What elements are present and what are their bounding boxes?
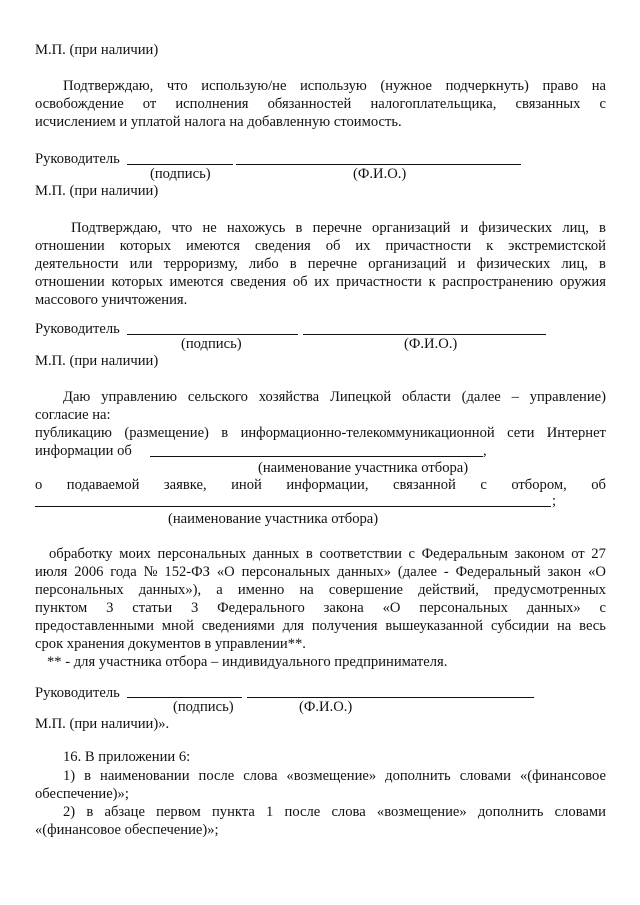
- word: 2): [63, 804, 76, 820]
- word: сведения: [230, 274, 287, 290]
- word: Федеральным: [421, 546, 509, 562]
- word: информации,: [286, 477, 369, 493]
- word: в: [86, 804, 94, 820]
- fio-caption-2: (Ф.И.О.): [404, 336, 458, 352]
- word: Интернет: [546, 425, 606, 441]
- word: с: [480, 477, 487, 493]
- pd-line-1: [49, 545, 606, 563]
- consent-line-1: [63, 388, 606, 406]
- word: физических: [478, 220, 553, 236]
- word: распространению: [442, 274, 554, 290]
- word: нахожусь: [226, 220, 286, 236]
- word: законом: [514, 546, 565, 562]
- word: управлению: [101, 389, 178, 405]
- word: имеются: [185, 238, 240, 254]
- word: данных: [252, 546, 300, 562]
- pd-line-6: срок хранения документов в управлении**.: [35, 636, 306, 652]
- word: (нужное: [380, 78, 432, 94]
- word: персональных: [35, 582, 124, 598]
- word: в: [289, 256, 297, 272]
- word: управление): [529, 389, 606, 405]
- extremism-line-4: [35, 273, 606, 291]
- word: в: [84, 768, 92, 784]
- word: что: [171, 220, 193, 236]
- word: хозяйства: [258, 389, 320, 405]
- word: (размещение): [124, 425, 209, 441]
- word: №: [143, 564, 158, 580]
- amendment-item-1-line-1: [63, 767, 606, 785]
- word: после: [198, 768, 235, 784]
- word: области: [402, 389, 451, 405]
- word: сведения: [254, 238, 311, 254]
- word: для: [282, 618, 304, 634]
- word: статьи: [132, 600, 173, 616]
- word: а: [216, 582, 223, 598]
- word: с: [599, 600, 606, 616]
- word: связанных: [515, 96, 581, 112]
- word: в: [295, 220, 303, 236]
- word: сведениями: [201, 618, 275, 634]
- word: подчеркнуть): [445, 78, 529, 94]
- word: закон: [547, 564, 582, 580]
- word: от: [142, 96, 157, 112]
- word: иной: [231, 477, 262, 493]
- word: «возмещение»: [286, 768, 377, 784]
- word: соответствии: [319, 546, 402, 562]
- pd-line-2: [35, 563, 606, 581]
- fio-caption-3: (Ф.И.О.): [299, 699, 353, 715]
- word: Даю: [63, 389, 91, 405]
- word: использую: [300, 78, 367, 94]
- pd-line-3: [35, 581, 606, 599]
- word: перечне: [312, 220, 362, 236]
- word: обязанностей: [267, 96, 352, 112]
- word: «О: [588, 564, 606, 580]
- word: которых: [119, 238, 172, 254]
- word: мной: [161, 618, 194, 634]
- word: абзаце: [104, 804, 145, 820]
- word: и: [460, 220, 469, 236]
- participant-caption-2: (наименование участника отбора): [168, 511, 379, 527]
- word: «возмещение»: [376, 804, 467, 820]
- word: в: [221, 425, 229, 441]
- word: в: [599, 256, 606, 272]
- word: организаций: [368, 256, 447, 272]
- word: причастности: [385, 238, 472, 254]
- consent-line-4: информации об: [35, 443, 132, 459]
- word: персональных: [419, 600, 508, 616]
- word: в: [599, 220, 606, 236]
- extremism-line-2: [35, 237, 606, 255]
- word: –: [511, 389, 519, 405]
- word: не: [202, 220, 217, 236]
- word: отношении: [35, 274, 105, 290]
- word: словами: [459, 768, 511, 784]
- word: оружия: [559, 274, 606, 290]
- consent-line-5: [35, 476, 606, 494]
- word: дополнить: [477, 804, 544, 820]
- extremism-line-1: [71, 219, 606, 237]
- word: года: [110, 564, 137, 580]
- word: имеются: [169, 274, 224, 290]
- word: с: [408, 546, 415, 562]
- word: предоставленными: [35, 618, 154, 634]
- word: и: [457, 256, 466, 272]
- word: первом: [156, 804, 201, 820]
- word: наименовании: [100, 768, 190, 784]
- word: Липецкой: [329, 389, 392, 405]
- participant-caption-1: (наименование участника отбора): [258, 460, 469, 476]
- word: пунктом: [35, 600, 88, 616]
- extremism-line-3: [35, 255, 606, 273]
- word: которых: [111, 274, 163, 290]
- fio-caption-1: (Ф.И.О.): [353, 166, 407, 182]
- word: данных»: [337, 564, 391, 580]
- word: (далее: [397, 564, 438, 580]
- word: о: [35, 477, 43, 493]
- word: 152-ФЗ: [164, 564, 210, 580]
- word: экстремистской: [508, 238, 606, 254]
- word: об: [325, 238, 341, 254]
- word: субсидии: [490, 618, 550, 634]
- word: июля: [35, 564, 68, 580]
- word: лиц,: [562, 220, 589, 236]
- word: (далее: [461, 389, 501, 405]
- word: Федерального: [217, 600, 305, 616]
- word: данных»),: [138, 582, 202, 598]
- word: персональных: [241, 564, 331, 580]
- participant-name-line-2[interactable]: [35, 506, 551, 507]
- word: -: [443, 564, 449, 580]
- word: причастности: [336, 274, 422, 290]
- consent-line-2: согласие на:: [35, 407, 111, 423]
- word: отбором,: [511, 477, 567, 493]
- signature-caption-3: (подпись): [173, 699, 234, 715]
- word: 3: [191, 600, 199, 616]
- word: перечне: [307, 256, 358, 272]
- signature-caption-1: (подпись): [150, 166, 211, 182]
- word: вышеуказанной: [385, 618, 484, 634]
- word: «О: [216, 564, 235, 580]
- word: лиц,: [561, 256, 588, 272]
- amendment-item-2-line-2: «(финансовое обеспечение)»;: [35, 822, 219, 838]
- extremism-line-5: массового уничтожения.: [35, 292, 188, 308]
- word: пункта: [211, 804, 255, 820]
- word: «(финансовое: [519, 768, 606, 784]
- word: подаваемой: [66, 477, 140, 493]
- word: физических: [476, 256, 551, 272]
- word: данных»: [526, 600, 581, 616]
- word: к: [428, 274, 436, 290]
- word: слова: [331, 804, 366, 820]
- word: их: [355, 238, 371, 254]
- participant-name-line-1[interactable]: [150, 456, 483, 457]
- word: в: [305, 546, 313, 562]
- word: Федеральный: [455, 564, 541, 580]
- word: сети: [507, 425, 535, 441]
- word: совершение: [328, 582, 404, 598]
- word: связанной: [392, 477, 456, 493]
- word: освобождение: [35, 96, 124, 112]
- word: закона: [323, 600, 364, 616]
- word: словами: [554, 804, 606, 820]
- word: публикацию: [35, 425, 112, 441]
- head-label-1: Руководитель: [35, 151, 120, 167]
- word: или: [129, 256, 153, 272]
- signature-caption-2: (подпись): [181, 336, 242, 352]
- word: исполнения: [175, 96, 249, 112]
- word: с: [599, 96, 606, 112]
- word: обработку: [49, 546, 113, 562]
- word: заявке,: [163, 477, 207, 493]
- word: к: [486, 238, 494, 254]
- pd-footnote: ** - для участника отбора – индивидуального предпринимателя.: [47, 654, 448, 670]
- word: 1: [266, 804, 274, 820]
- word: от: [571, 546, 585, 562]
- consent-line-6-end: ;: [552, 493, 557, 509]
- word: после: [284, 804, 321, 820]
- head-label-3: Руководитель: [35, 685, 120, 701]
- word: деятельности: [35, 256, 119, 272]
- word: действий,: [418, 582, 479, 598]
- word: слова: [243, 768, 278, 784]
- word: 2006: [74, 564, 104, 580]
- stamp-place-2: М.П. (при наличии): [35, 183, 159, 199]
- vat-line-3: исчислением и уплатой налога на добавленную стоимость.: [35, 114, 402, 130]
- word: 1): [63, 768, 76, 784]
- vat-line-1: [63, 77, 606, 95]
- stamp-place-3: М.П. (при наличии): [35, 353, 159, 369]
- head-label-2: Руководитель: [35, 321, 120, 337]
- word: предусмотренных: [493, 582, 606, 598]
- word: использую/не: [201, 78, 287, 94]
- word: что: [166, 78, 188, 94]
- word: об: [591, 477, 606, 493]
- consent-line-4-end: ,: [483, 443, 487, 459]
- word: на: [591, 78, 606, 94]
- word: налогоплательщика,: [370, 96, 497, 112]
- stamp-place-1: М.П. (при наличии): [35, 42, 159, 58]
- amendment-item-1-line-2: обеспечение)»;: [35, 786, 129, 802]
- word: получения: [311, 618, 378, 634]
- word: право: [542, 78, 579, 94]
- word: терроризму,: [163, 256, 238, 272]
- fio-line-3[interactable]: [247, 697, 534, 698]
- word: моих: [119, 546, 151, 562]
- consent-line-3: [35, 424, 606, 442]
- word: Подтверждаю,: [71, 220, 162, 236]
- amendment-item-2-line-1: [63, 803, 606, 821]
- word: либо: [248, 256, 279, 272]
- word: «О: [382, 600, 401, 616]
- word: на: [299, 582, 314, 598]
- word: весь: [579, 618, 606, 634]
- word: об: [292, 274, 308, 290]
- word: на: [556, 618, 572, 634]
- word: 3: [106, 600, 114, 616]
- word: Подтверждаю,: [63, 78, 154, 94]
- word: отношении: [35, 238, 105, 254]
- word: их: [314, 274, 330, 290]
- pd-line-4: [35, 599, 606, 617]
- pd-line-5: [35, 617, 606, 635]
- word: информационно-телекоммуникационной: [240, 425, 495, 441]
- word: организаций: [372, 220, 451, 236]
- word: сельского: [187, 389, 248, 405]
- word: 27: [591, 546, 606, 562]
- word: дополнить: [385, 768, 451, 784]
- amendment-heading: 16. В приложении 6:: [63, 749, 191, 765]
- stamp-place-4: М.П. (при наличии)».: [35, 716, 170, 732]
- word: именно: [237, 582, 285, 598]
- word: персональных: [157, 546, 247, 562]
- vat-line-2: [35, 95, 606, 113]
